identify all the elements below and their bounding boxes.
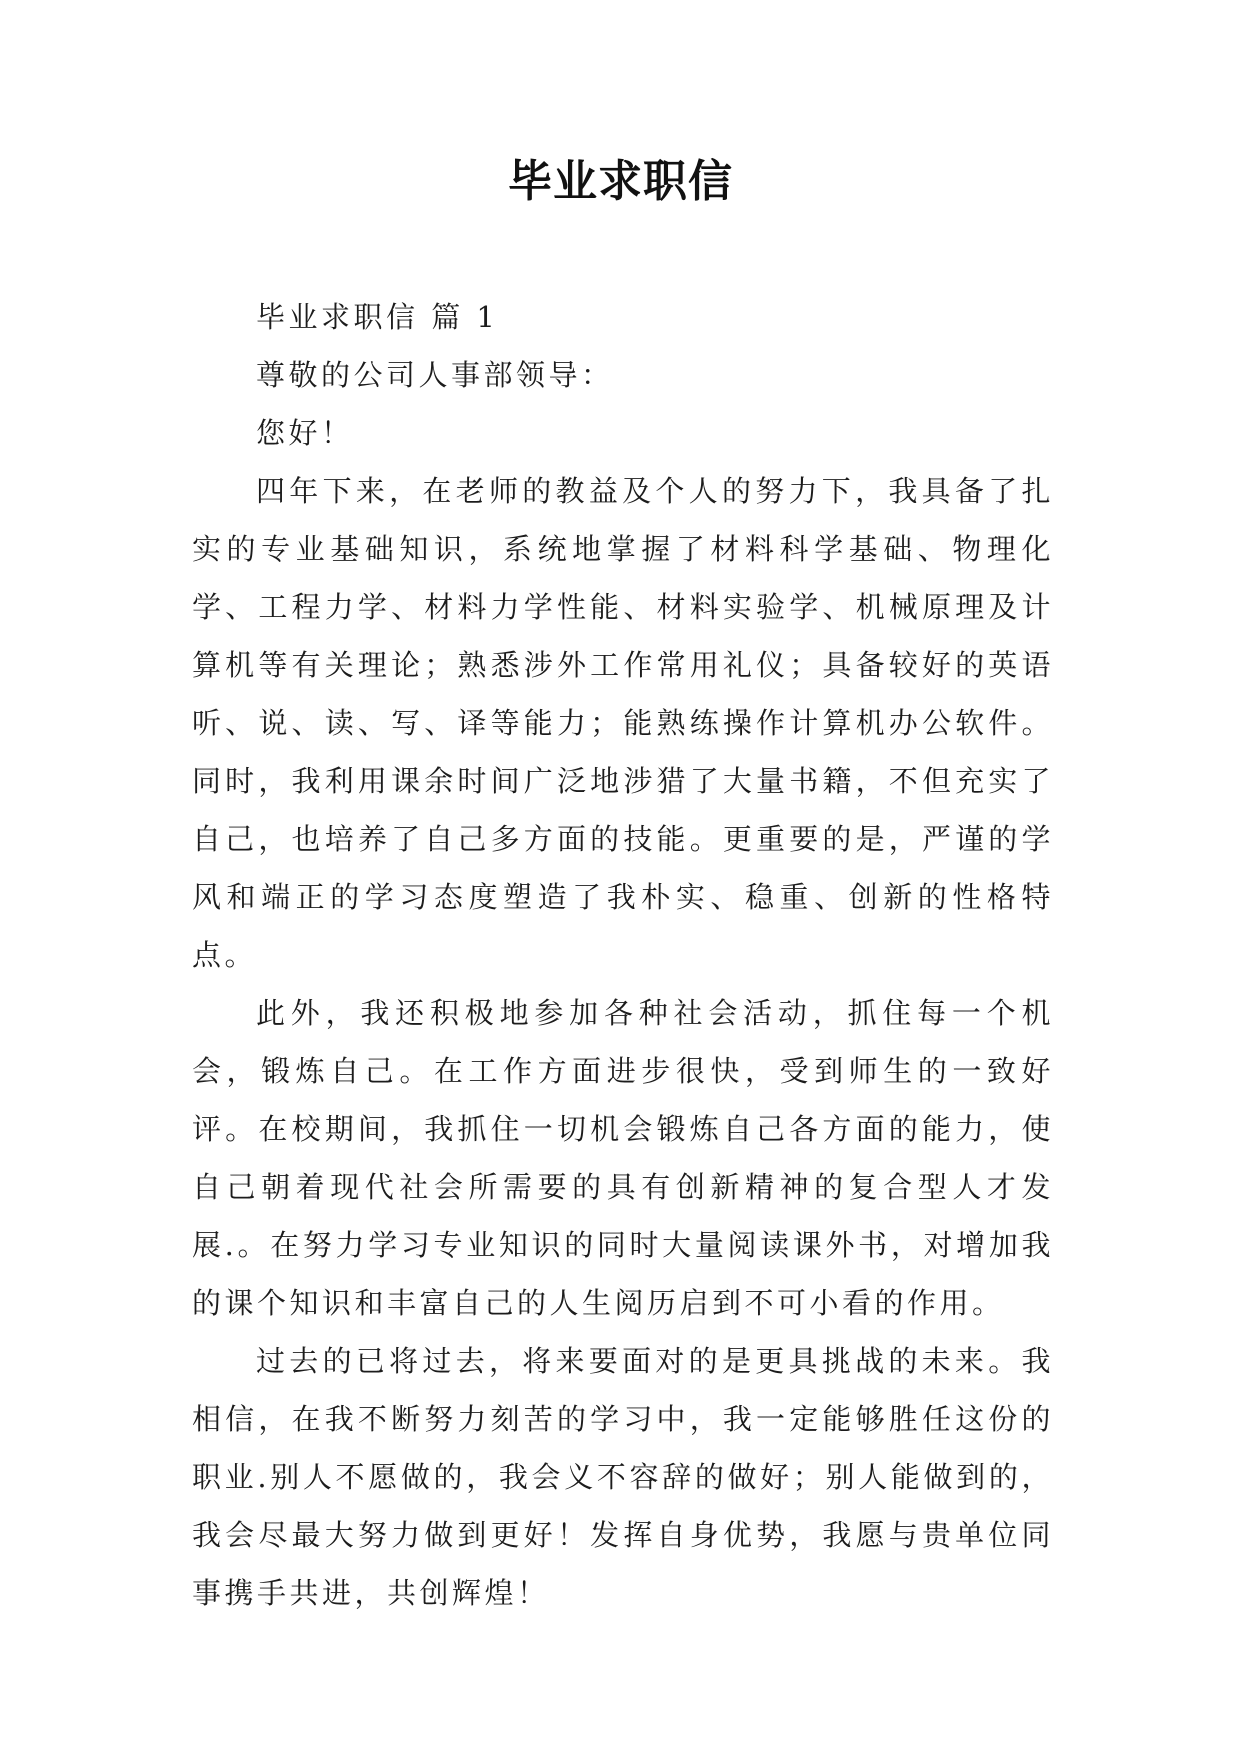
paragraph-3: 过去的已将过去，将来要面对的是更具挑战的未来。我相信，在我不断努力刻苦的学习中，我一定能够胜任这份的职业.别人不愿做的，我会义不容辞的做好；别人能做到的，我会尽最大努力做到更好！发挥自身优势，我愿与贵单位同事携手共进，共创辉煌！ (192, 1344, 1054, 1610)
document-body (192, 288, 1054, 1622)
section-heading: 毕业求职信 篇 1 (256, 300, 499, 334)
paragraph-2: 此外，我还积极地参加各种社会活动，抓住每一个机会，锻炼自己。在工作方面进步很快，受到师生的一致好评。在校期间，我抓住一切机会锻炼自己各方面的能力，使自己朝着现代社会所需要的具有创新精神的复合型人才发展.。在努力学习专业知识的同时大量阅读课外书，对增加我的课个知识和丰富自己的人生阅历启到不可小看的作用。 (192, 996, 1054, 1320)
document-title: 毕业求职信 (508, 156, 733, 207)
salutation: 尊敬的公司人事部领导： (256, 358, 614, 392)
paragraph-1: 四年下来，在老师的教益及个人的努力下，我具备了扎实的专业基础知识，系统地掌握了材料科学基础、物理化学、工程力学、材料力学性能、材料实验学、机械原理及计算机等有关理论；熟悉涉外工作常用礼仪；具备较好的英语听、说、读、写、译等能力；能熟练操作计算机办公软件。同时，我利用课余时间广泛地涉猎了大量书籍，不但充实了自己，也培养了自己多方面的技能。更重要的是，严谨的学风和端正的学习态度塑造了我朴实、稳重、创新的性格特点。 (192, 474, 1054, 972)
greeting: 您好！ (256, 416, 354, 450)
